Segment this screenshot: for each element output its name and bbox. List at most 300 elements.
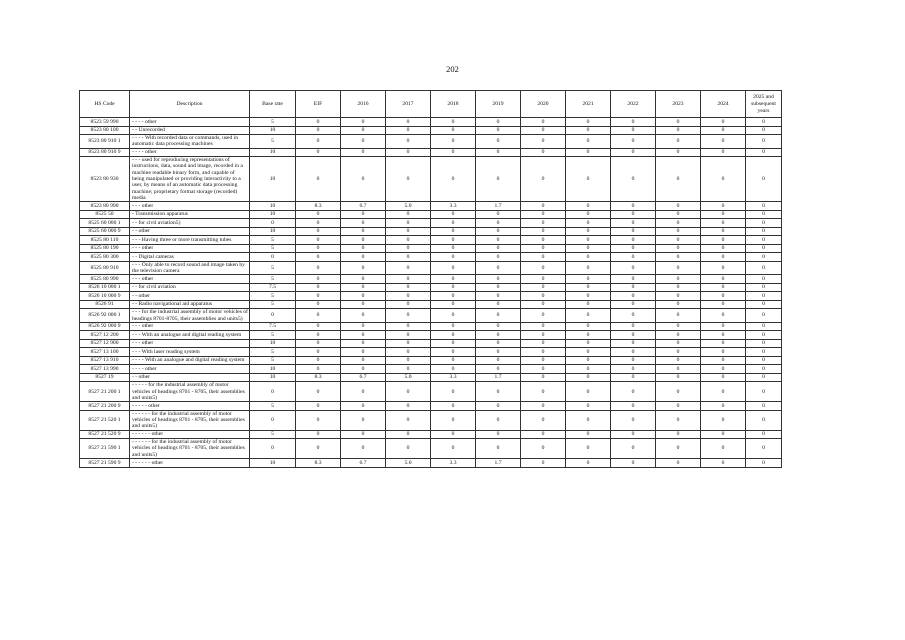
- description-cell: - - - - - - for the industrial assembly of motor vehicles of headings 8701 - 8705, their assemblies and units5): [130, 439, 250, 459]
- rate-cell: 0: [746, 202, 782, 211]
- rate-cell: 0: [341, 348, 386, 357]
- rate-cell: 0: [656, 300, 701, 309]
- rate-cell: 0: [656, 430, 701, 439]
- rate-cell: 6.7: [341, 202, 386, 211]
- base-rate-cell: 5: [250, 135, 296, 149]
- rate-cell: 6.7: [341, 373, 386, 382]
- rate-cell: 0: [746, 227, 782, 236]
- rate-cell: 0: [431, 439, 476, 459]
- rate-cell: 0: [746, 157, 782, 202]
- rate-cell: 0: [566, 244, 611, 253]
- description-cell: - - - With an analogue and digital reading system: [130, 331, 250, 340]
- rate-cell: 0: [341, 339, 386, 348]
- column-header: Description: [130, 91, 250, 118]
- hs-code-cell: 8527 19: [80, 373, 130, 382]
- rate-cell: 0: [521, 135, 566, 149]
- rate-cell: 0: [656, 126, 701, 135]
- rate-cell: 0: [746, 382, 782, 402]
- rate-cell: 0: [656, 227, 701, 236]
- rate-cell: 0: [431, 322, 476, 331]
- rate-cell: 0: [521, 202, 566, 211]
- rate-cell: 0: [656, 157, 701, 202]
- table-row: [80, 135, 782, 149]
- base-rate-cell: 5: [250, 300, 296, 309]
- rate-cell: 0: [476, 244, 521, 253]
- hs-code-cell: 8527 12 200: [80, 331, 130, 340]
- rate-cell: 0: [476, 365, 521, 374]
- rate-cell: 0: [431, 126, 476, 135]
- rate-cell: 0: [521, 430, 566, 439]
- rate-cell: 0: [296, 348, 341, 357]
- rate-cell: 0: [521, 356, 566, 365]
- rate-cell: 0: [566, 227, 611, 236]
- rate-cell: 0: [386, 309, 431, 323]
- rate-cell: 0: [296, 135, 341, 149]
- base-rate-cell: 7.5: [250, 322, 296, 331]
- rate-cell: 0: [566, 439, 611, 459]
- rate-cell: 0: [386, 275, 431, 284]
- rate-cell: 0: [476, 348, 521, 357]
- rate-cell: 0: [431, 210, 476, 219]
- rate-cell: 0: [296, 292, 341, 301]
- base-rate-cell: 7.5: [250, 283, 296, 292]
- rate-cell: 0: [611, 261, 656, 275]
- rate-cell: 0: [341, 261, 386, 275]
- rate-cell: 0: [386, 283, 431, 292]
- rate-cell: 0: [701, 382, 746, 402]
- base-rate-cell: 10: [250, 459, 296, 468]
- rate-cell: 0: [521, 236, 566, 245]
- description-cell: - - - other: [130, 339, 250, 348]
- description-cell: - - - - other: [130, 365, 250, 374]
- rate-cell: 0: [701, 430, 746, 439]
- rate-cell: 0: [476, 322, 521, 331]
- rate-cell: 0: [386, 292, 431, 301]
- rate-cell: 0: [341, 439, 386, 459]
- description-cell: - - - - - - other: [130, 459, 250, 468]
- table-row: [80, 300, 782, 309]
- rate-cell: 0: [521, 210, 566, 219]
- rate-cell: 0: [611, 365, 656, 374]
- table-row: [80, 410, 782, 430]
- rate-cell: 8.3: [296, 459, 341, 468]
- rate-cell: 0: [701, 292, 746, 301]
- description-cell: - - - other: [130, 322, 250, 331]
- rate-cell: 0: [476, 126, 521, 135]
- rate-cell: 0: [611, 309, 656, 323]
- rate-cell: 0: [611, 219, 656, 228]
- rate-cell: 0: [341, 402, 386, 411]
- rate-cell: 0: [566, 275, 611, 284]
- rate-cell: 0: [701, 348, 746, 357]
- rate-cell: 0: [521, 292, 566, 301]
- rate-cell: 0: [566, 459, 611, 468]
- description-cell: - - - used for reproducing representations of instructions, data, sound and image, recorded in a machine readable binary form, and capable of being manipulated or providing interactivity to a user, by means of an automatic data processing machine; proprietary format storage (recorded) media: [130, 157, 250, 202]
- rate-cell: 0: [611, 118, 656, 127]
- rate-cell: 0: [431, 135, 476, 149]
- rate-cell: 0: [476, 135, 521, 149]
- hs-code-cell: 8527 21 590 9: [80, 459, 130, 468]
- rate-cell: 0: [656, 365, 701, 374]
- rate-cell: 0: [521, 339, 566, 348]
- rate-cell: 0: [431, 356, 476, 365]
- rate-cell: 0: [746, 356, 782, 365]
- rate-cell: 0: [566, 210, 611, 219]
- rate-cell: 0: [476, 439, 521, 459]
- base-rate-cell: 5: [250, 292, 296, 301]
- rate-cell: 0: [656, 402, 701, 411]
- rate-cell: 0: [566, 292, 611, 301]
- rate-cell: 0: [611, 339, 656, 348]
- hs-code-cell: 8526 10 000 1: [80, 283, 130, 292]
- rate-cell: 0: [656, 356, 701, 365]
- table-row: [80, 202, 782, 211]
- tariff-schedule-table: [79, 90, 782, 468]
- hs-code-cell: 8527 21 590 1: [80, 439, 130, 459]
- rate-cell: 0: [656, 244, 701, 253]
- rate-cell: 0: [431, 219, 476, 228]
- rate-cell: 0: [701, 219, 746, 228]
- rate-cell: 0: [521, 373, 566, 382]
- rate-cell: 3.3: [431, 459, 476, 468]
- rate-cell: 3.3: [431, 202, 476, 211]
- rate-cell: 0: [746, 236, 782, 245]
- rate-cell: 0: [341, 236, 386, 245]
- description-cell: - - - - - other: [130, 402, 250, 411]
- rate-cell: 0: [386, 261, 431, 275]
- rate-cell: 0: [746, 275, 782, 284]
- rate-cell: 0: [476, 356, 521, 365]
- table-row: [80, 459, 782, 468]
- rate-cell: 0: [296, 439, 341, 459]
- rate-cell: 0: [476, 331, 521, 340]
- rate-cell: 0: [431, 348, 476, 357]
- rate-cell: 0: [476, 118, 521, 127]
- rate-cell: 0: [566, 356, 611, 365]
- rate-cell: 0: [341, 126, 386, 135]
- rate-cell: 0: [746, 322, 782, 331]
- hs-code-cell: 8527 21 520 9: [80, 430, 130, 439]
- table-row: [80, 430, 782, 439]
- rate-cell: 0: [296, 402, 341, 411]
- rate-cell: 0: [656, 261, 701, 275]
- rate-cell: 0: [656, 275, 701, 284]
- rate-cell: 0: [431, 253, 476, 262]
- description-cell: - - - for the industrial assembly of motor vehicles of headings 8701-8705, their assemblies and units5): [130, 309, 250, 323]
- rate-cell: 0: [566, 322, 611, 331]
- column-header: 2018: [431, 91, 476, 118]
- hs-code-cell: 8525 60 000 1: [80, 219, 130, 228]
- rate-cell: 0: [521, 402, 566, 411]
- rate-cell: 0: [566, 331, 611, 340]
- rate-cell: 0: [476, 300, 521, 309]
- rate-cell: 0: [566, 348, 611, 357]
- table-row: [80, 275, 782, 284]
- rate-cell: 0: [341, 382, 386, 402]
- table-row: [80, 126, 782, 135]
- rate-cell: 0: [746, 148, 782, 157]
- hs-code-cell: 8527 13 100: [80, 348, 130, 357]
- rate-cell: 0: [476, 430, 521, 439]
- rate-cell: 0: [611, 236, 656, 245]
- base-rate-cell: 10: [250, 373, 296, 382]
- base-rate-cell: 5: [250, 331, 296, 340]
- rate-cell: 0: [521, 219, 566, 228]
- rate-cell: 0: [386, 339, 431, 348]
- rate-cell: 0: [521, 283, 566, 292]
- rate-cell: 0: [296, 236, 341, 245]
- column-header: EIF: [296, 91, 341, 118]
- base-rate-cell: 10: [250, 157, 296, 202]
- hs-code-cell: 8525 80 110: [80, 236, 130, 245]
- rate-cell: 0: [521, 309, 566, 323]
- table-row: [80, 118, 782, 127]
- rate-cell: 0: [701, 322, 746, 331]
- rate-cell: 0: [296, 157, 341, 202]
- rate-cell: 0: [431, 275, 476, 284]
- rate-cell: 0: [746, 348, 782, 357]
- rate-cell: 0: [296, 227, 341, 236]
- column-header: HS Code: [80, 91, 130, 118]
- rate-cell: 0: [476, 339, 521, 348]
- hs-code-cell: 8523 80 930: [80, 157, 130, 202]
- description-cell: - - - - other: [130, 118, 250, 127]
- rate-cell: 0: [701, 275, 746, 284]
- base-rate-cell: 5: [250, 348, 296, 357]
- rate-cell: 0: [566, 253, 611, 262]
- rate-cell: 0: [341, 300, 386, 309]
- rate-cell: 0: [746, 283, 782, 292]
- rate-cell: 0: [476, 410, 521, 430]
- base-rate-cell: 10: [250, 202, 296, 211]
- description-cell: - - - - other: [130, 148, 250, 157]
- rate-cell: 0: [341, 331, 386, 340]
- base-rate-cell: 10: [250, 227, 296, 236]
- hs-code-cell: 8523 59 990: [80, 118, 130, 127]
- rate-cell: 0: [656, 309, 701, 323]
- rate-cell: 0: [386, 300, 431, 309]
- rate-cell: 0: [611, 356, 656, 365]
- hs-code-cell: 8526 92 000 1: [80, 309, 130, 323]
- rate-cell: 0: [296, 410, 341, 430]
- rate-cell: 0: [386, 210, 431, 219]
- rate-cell: 0: [611, 202, 656, 211]
- rate-cell: 0: [746, 244, 782, 253]
- rate-cell: 0: [296, 430, 341, 439]
- rate-cell: 0: [611, 459, 656, 468]
- rate-cell: 0: [746, 373, 782, 382]
- rate-cell: 0: [611, 283, 656, 292]
- rate-cell: 0: [701, 459, 746, 468]
- rate-cell: 0: [611, 157, 656, 202]
- table-row: [80, 227, 782, 236]
- rate-cell: 0: [296, 322, 341, 331]
- rate-cell: 0: [746, 261, 782, 275]
- rate-cell: 0: [701, 439, 746, 459]
- table-row: [80, 210, 782, 219]
- rate-cell: 0: [746, 118, 782, 127]
- rate-cell: 0: [701, 227, 746, 236]
- rate-cell: 0: [701, 236, 746, 245]
- rate-cell: 0: [386, 348, 431, 357]
- rate-cell: 0: [431, 402, 476, 411]
- rate-cell: 0: [701, 244, 746, 253]
- description-cell: - - Digital cameras: [130, 253, 250, 262]
- column-header: 2023: [656, 91, 701, 118]
- rate-cell: 0: [656, 348, 701, 357]
- rate-cell: 0: [611, 126, 656, 135]
- description-cell: - - other: [130, 292, 250, 301]
- hs-code-cell: 8526 91: [80, 300, 130, 309]
- rate-cell: 0: [701, 261, 746, 275]
- rate-cell: 0: [341, 275, 386, 284]
- rate-cell: 0: [386, 322, 431, 331]
- rate-cell: 0: [566, 236, 611, 245]
- table-row: [80, 148, 782, 157]
- hs-code-cell: 8525 80 300: [80, 253, 130, 262]
- rate-cell: 0: [611, 300, 656, 309]
- rate-cell: 0: [521, 157, 566, 202]
- description-cell: - - - other: [130, 275, 250, 284]
- rate-cell: 0: [341, 210, 386, 219]
- hs-code-cell: 8527 12 900: [80, 339, 130, 348]
- rate-cell: 0: [341, 244, 386, 253]
- rate-cell: 0: [566, 300, 611, 309]
- rate-cell: 0: [656, 439, 701, 459]
- rate-cell: 0: [476, 219, 521, 228]
- rate-cell: 0: [296, 148, 341, 157]
- rate-cell: 0: [521, 300, 566, 309]
- rate-cell: 0: [611, 253, 656, 262]
- table-row: [80, 331, 782, 340]
- rate-cell: 1.7: [476, 202, 521, 211]
- rate-cell: 0: [521, 439, 566, 459]
- rate-cell: 0: [386, 219, 431, 228]
- rate-cell: 0: [701, 339, 746, 348]
- description-cell: - - - - - - other: [130, 430, 250, 439]
- column-header: 2020: [521, 91, 566, 118]
- rate-cell: 0: [701, 309, 746, 323]
- hs-code-cell: 8526 10 000 9: [80, 292, 130, 301]
- rate-cell: 0: [386, 430, 431, 439]
- rate-cell: 0: [521, 365, 566, 374]
- base-rate-cell: 10: [250, 210, 296, 219]
- rate-cell: 0: [701, 410, 746, 430]
- rate-cell: 0: [566, 219, 611, 228]
- rate-cell: 0: [296, 253, 341, 262]
- hs-code-cell: 8525 80 990: [80, 275, 130, 284]
- rate-cell: 0: [656, 236, 701, 245]
- rate-cell: 0: [611, 331, 656, 340]
- rate-cell: 0: [611, 430, 656, 439]
- description-cell: - - - other: [130, 244, 250, 253]
- rate-cell: 5.0: [386, 459, 431, 468]
- hs-code-cell: 8526 92 000 9: [80, 322, 130, 331]
- rate-cell: 0: [296, 365, 341, 374]
- base-rate-cell: 5: [250, 261, 296, 275]
- rate-cell: 0: [386, 244, 431, 253]
- rate-cell: 0: [611, 275, 656, 284]
- hs-code-cell: 8525 80 910: [80, 261, 130, 275]
- table-row: [80, 236, 782, 245]
- rate-cell: 0: [611, 148, 656, 157]
- rate-cell: 0: [746, 331, 782, 340]
- rate-cell: 0: [386, 135, 431, 149]
- rate-cell: 0: [611, 210, 656, 219]
- rate-cell: 0: [656, 283, 701, 292]
- rate-cell: 0: [341, 118, 386, 127]
- table-row: [80, 356, 782, 365]
- table-row: [80, 382, 782, 402]
- rate-cell: 0: [611, 439, 656, 459]
- rate-cell: 0: [296, 309, 341, 323]
- base-rate-cell: 0: [250, 382, 296, 402]
- description-cell: - - - - - - for the industrial assembly of motor vehicles of headings 8701 - 8705, their assemblies and units5): [130, 410, 250, 430]
- rate-cell: 0: [566, 261, 611, 275]
- rate-cell: 0: [386, 118, 431, 127]
- rate-cell: 6.7: [341, 459, 386, 468]
- hs-code-cell: 8525 50: [80, 210, 130, 219]
- rate-cell: 0: [746, 365, 782, 374]
- rate-cell: 0: [431, 410, 476, 430]
- rate-cell: 0: [611, 135, 656, 149]
- rate-cell: 0: [611, 402, 656, 411]
- hs-code-cell: 8523 80 100: [80, 126, 130, 135]
- rate-cell: 0: [521, 331, 566, 340]
- rate-cell: 0: [656, 331, 701, 340]
- rate-cell: 0: [521, 148, 566, 157]
- rate-cell: 8.3: [296, 373, 341, 382]
- table-row: [80, 292, 782, 301]
- rate-cell: 0: [341, 283, 386, 292]
- rate-cell: 0: [431, 365, 476, 374]
- rate-cell: 0: [431, 292, 476, 301]
- rate-cell: 0: [656, 339, 701, 348]
- rate-cell: 0: [431, 430, 476, 439]
- rate-cell: 0: [341, 157, 386, 202]
- rate-cell: 0: [296, 275, 341, 284]
- rate-cell: 0: [611, 244, 656, 253]
- rate-cell: 0: [476, 261, 521, 275]
- rate-cell: 0: [521, 322, 566, 331]
- rate-cell: 0: [701, 356, 746, 365]
- table-row: [80, 373, 782, 382]
- rate-cell: 0: [566, 157, 611, 202]
- description-cell: - - - - With recorded data or commands, used in automatic data processing machines: [130, 135, 250, 149]
- page-number: 202: [446, 64, 459, 74]
- rate-cell: 0: [386, 365, 431, 374]
- rate-cell: 0: [566, 148, 611, 157]
- hs-code-cell: 8523 80 990: [80, 202, 130, 211]
- rate-cell: 0: [431, 382, 476, 402]
- rate-cell: 0: [701, 135, 746, 149]
- rate-cell: 0: [341, 430, 386, 439]
- column-header: 2017: [386, 91, 431, 118]
- hs-code-cell: 8527 21 200 1: [80, 382, 130, 402]
- description-cell: - Transmission apparatus: [130, 210, 250, 219]
- rate-cell: 0: [521, 410, 566, 430]
- base-rate-cell: 10: [250, 148, 296, 157]
- base-rate-cell: 5: [250, 402, 296, 411]
- table-row: [80, 309, 782, 323]
- rate-cell: 0: [656, 202, 701, 211]
- rate-cell: 0: [476, 148, 521, 157]
- hs-code-cell: 8525 80 190: [80, 244, 130, 253]
- rate-cell: 0: [341, 322, 386, 331]
- rate-cell: 0: [701, 126, 746, 135]
- description-cell: - - Radio navigational aid apparatus: [130, 300, 250, 309]
- rate-cell: 0: [701, 402, 746, 411]
